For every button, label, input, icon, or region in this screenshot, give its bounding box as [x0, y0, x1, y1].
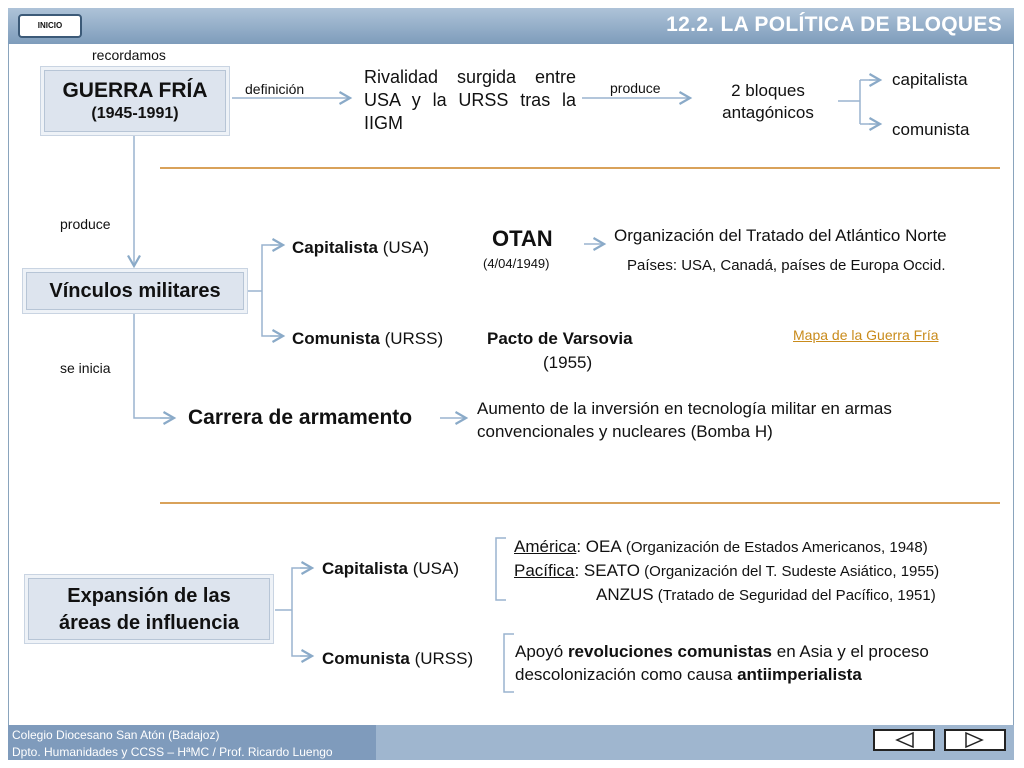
exp-comunista [322, 649, 473, 669]
bracket-vinculos [245, 245, 282, 336]
anzus-label: ANZUS [596, 585, 654, 604]
guerra-fria-title: GUERRA FRÍA [62, 79, 208, 102]
prev-arrow-icon [875, 731, 933, 749]
seato-desc: (Organización del T. Sudeste Asiático, 1955) [640, 563, 940, 580]
produce-label-top: produce [610, 80, 661, 96]
pacto-varsovia: Pacto de Varsovia [487, 329, 633, 348]
guerra-fria-box [44, 70, 226, 132]
apoyo-bold-1: revoluciones comunistas [567, 642, 773, 661]
next-arrow-icon [946, 731, 1004, 749]
anzus-desc: (Tratado de Seguridad del Pacífico, 1951) [653, 587, 936, 604]
otan-full-name: Organización del Tratado del Atlántico Norte [614, 226, 947, 245]
page-title: 12.2. LA POLÍTICA DE BLOQUES [666, 13, 1002, 36]
vinculos-militares-box: Vínculos militares [26, 272, 244, 310]
apoyo-part-1: Apoyó [515, 642, 568, 661]
expansion-title-1: Expansión de las [67, 585, 231, 607]
bracket-america [496, 538, 506, 600]
apoyo-text [515, 640, 1005, 686]
exp-com-bold: Comunista [322, 649, 410, 668]
apoyo-bold-2: antiimperialista [737, 665, 862, 684]
mil-capitalista [292, 238, 429, 258]
comunista-text: comunista [892, 120, 970, 139]
carrera-armamento: Carrera de armamento [188, 406, 413, 429]
otan-title: OTAN [492, 226, 553, 251]
bracket-bloques [838, 80, 878, 124]
divider-2 [160, 502, 1000, 504]
pacifica-label: Pacífica [514, 561, 575, 580]
mil-com-bold: Comunista [292, 329, 380, 348]
footer-line-2: Dpto. Humanidades y CCSS – HªMC / Prof. Ricardo Luengo [12, 745, 333, 759]
definicion-label: definición [245, 81, 305, 97]
line-se-inicia [134, 312, 172, 418]
mil-cap-bold: Capitalista [292, 238, 378, 257]
mil-cap-country: (USA) [377, 238, 429, 257]
bloques-text: 2 bloques antagónicos [722, 81, 814, 122]
inicio-button[interactable]: INICIO [18, 14, 82, 38]
aumento-text: Aumento de la inversión en tecnología militar en armas convencionales y nucleares (Bomba H) [477, 399, 892, 441]
capitalista-text: capitalista [892, 70, 968, 89]
expansion-box [28, 578, 270, 640]
bracket-expansion [275, 568, 310, 656]
mil-comunista [292, 329, 443, 349]
oea-desc: (Organización de Estados Americanos, 1948) [621, 539, 928, 556]
produce-label-mid: produce [60, 216, 111, 232]
anzus [596, 585, 936, 605]
oea-label: : OEA [576, 537, 622, 556]
footer-line-1: Colegio Diocesano San Atón (Badajoz) [12, 728, 220, 742]
mapa-guerra-fria-link[interactable]: Mapa de la Guerra Fría [793, 327, 939, 343]
otan-date: (4/04/1949) [483, 256, 550, 271]
exp-cap-country: (USA) [407, 559, 459, 578]
exp-capitalista [322, 559, 459, 579]
mil-com-country: (URSS) [379, 329, 444, 348]
apoyo-part-2: en Asia y el proceso descolonización como causa [515, 642, 929, 684]
expansion-title-2: áreas de influencia [58, 612, 240, 634]
footer-credits [8, 725, 376, 760]
america-label: América [514, 537, 577, 556]
se-inicia-label: se inicia [60, 360, 111, 376]
otan-paises: Países: USA, Canadá, países de Europa Occid. [627, 257, 946, 274]
next-slide-button[interactable] [944, 729, 1006, 751]
rivalidad-text: Rivalidad surgida entre USA y la URSS tras la IIGM [364, 67, 576, 133]
prev-slide-button[interactable] [873, 729, 935, 751]
guerra-fria-years: (1945-1991) [91, 105, 179, 122]
pacto-year: (1955) [543, 353, 593, 372]
pacifica-seato [514, 561, 939, 581]
exp-com-country: (URSS) [409, 649, 474, 668]
america-oea [514, 537, 928, 557]
recordamos-label: recordamos [92, 47, 166, 63]
exp-cap-bold: Capitalista [322, 559, 408, 578]
bracket-apoyo [504, 634, 514, 692]
seato-label: : SEATO [574, 561, 640, 580]
divider-1 [160, 167, 1000, 169]
